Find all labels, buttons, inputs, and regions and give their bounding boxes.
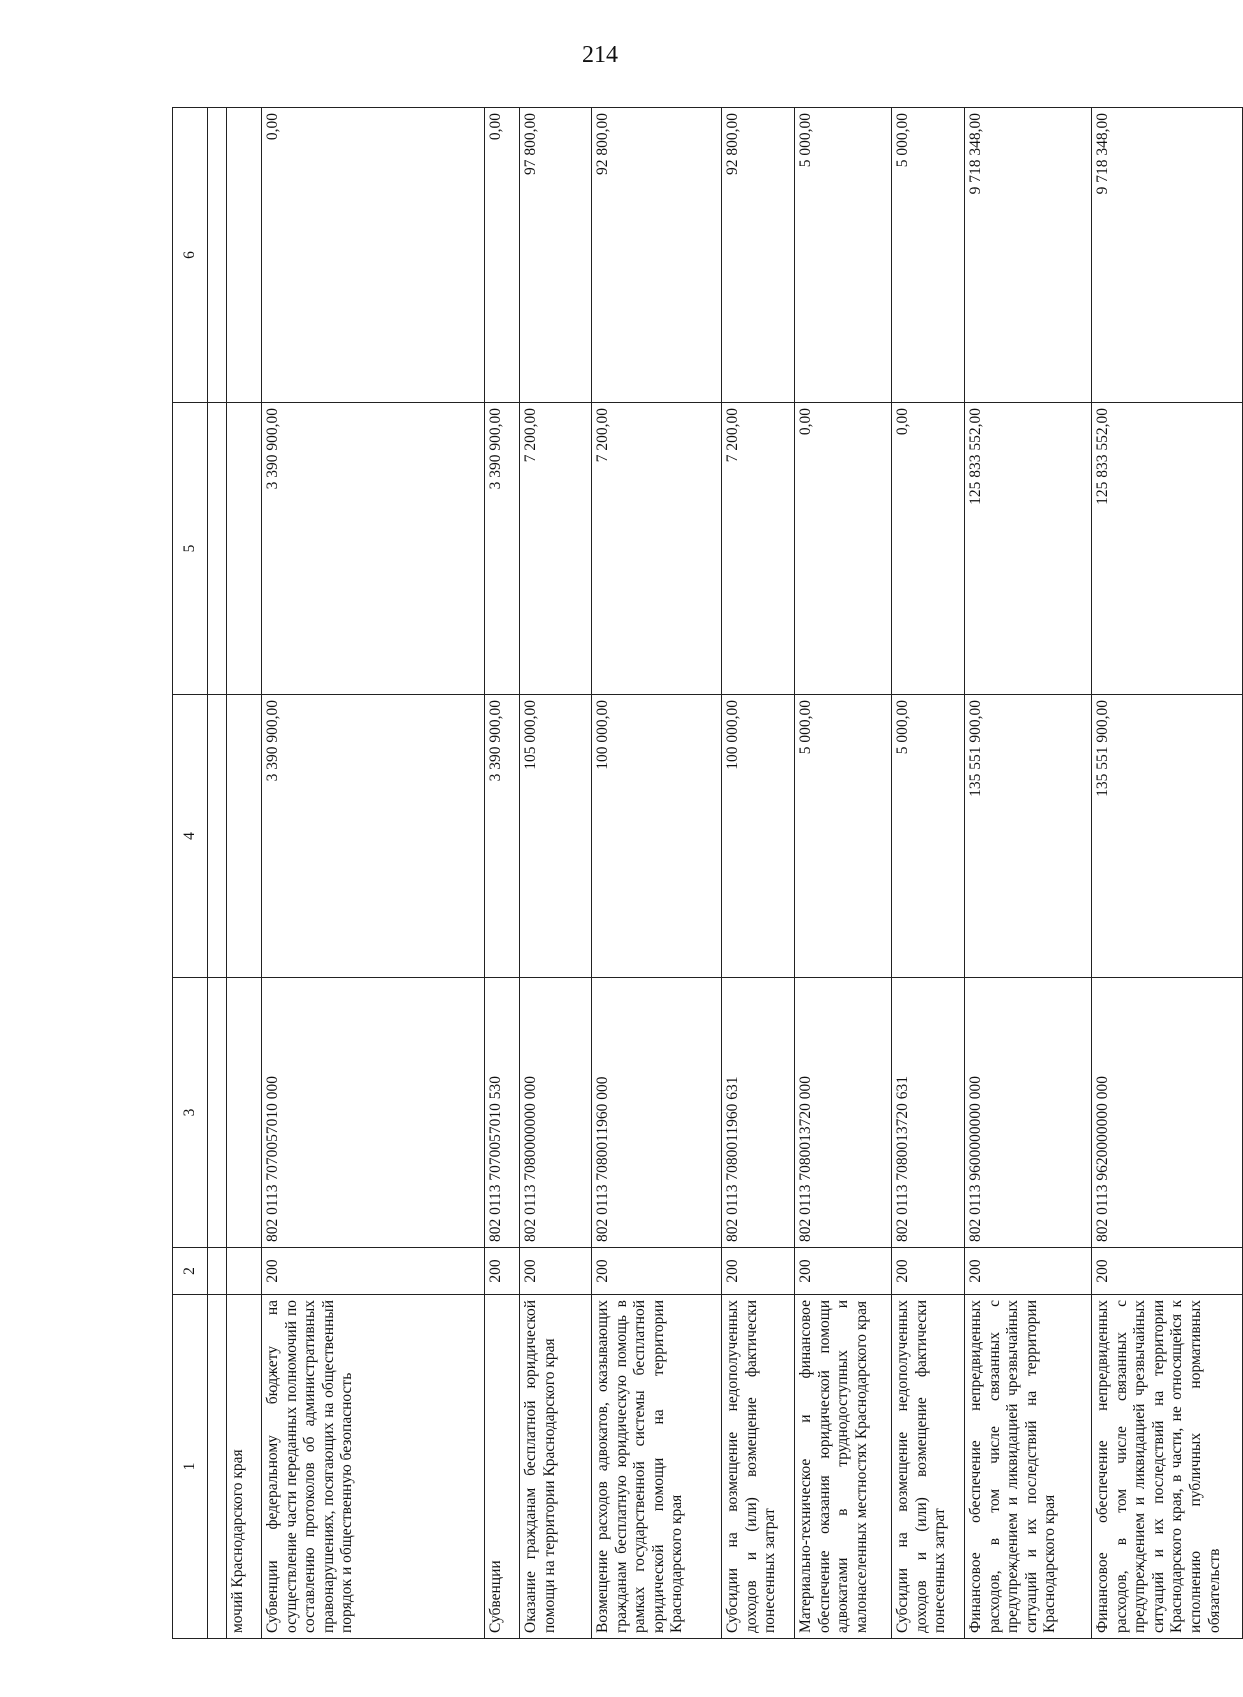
budget-table: [172, 107, 1243, 1639]
row-value-5: 125 833 552,00: [965, 403, 1092, 695]
row-code: 802 0113 9620000000 000: [1092, 978, 1243, 1248]
row-value-6: 92 800,00: [722, 108, 795, 403]
row-value-6: 5 000,00: [892, 108, 965, 403]
table-row: [262, 108, 485, 1639]
row-value-4: 5 000,00: [892, 695, 965, 978]
row-code-2: 200: [965, 1248, 1092, 1295]
table-row: [520, 108, 592, 1639]
row-value-4: 135 551 900,00: [1092, 695, 1243, 978]
row-value-6: 5 000,00: [795, 108, 892, 403]
row-value-5: 7 200,00: [722, 403, 795, 695]
row-code: 802 0113 7070057010 000: [262, 978, 485, 1248]
row-value-6: 0,00: [485, 108, 520, 403]
row-value-5: 0,00: [892, 403, 965, 695]
column-header: 2: [173, 1248, 208, 1295]
row-value-5: 125 833 552,00: [1092, 403, 1243, 695]
row-code-2: 200: [485, 1248, 520, 1295]
row-name: Субсидии на возмещение недополученных доходов и (или) возмещение фактически понесенных затрат: [722, 1295, 795, 1639]
row-code-2: 200: [592, 1248, 722, 1295]
row-value-6: [227, 108, 262, 403]
row-value-4: [227, 695, 262, 978]
row-code: 802 0113 7080011960 000: [592, 978, 722, 1248]
row-code: 802 0113 7080013720 000: [795, 978, 892, 1248]
row-name: мочий Краснодарского края: [227, 1295, 262, 1639]
row-name: Субвенции федеральному бюджету на осуществление части переданных полномочий по составлению протоколов об административных правонарушениях, посягающих на общественный порядок и общественную безопасность: [262, 1295, 485, 1639]
table-spacer-row: [208, 108, 227, 1639]
row-value-4: 3 390 900,00: [485, 695, 520, 978]
row-code-2: 200: [1092, 1248, 1243, 1295]
row-value-6: 92 800,00: [592, 108, 722, 403]
column-header: 4: [173, 695, 208, 978]
table-header-row: [173, 108, 208, 1639]
column-header: 6: [173, 108, 208, 403]
row-code: [227, 978, 262, 1248]
column-header: 5: [173, 403, 208, 695]
row-value-5: 7 200,00: [520, 403, 592, 695]
table-row: [592, 108, 722, 1639]
row-code: 802 0113 7080013720 631: [892, 978, 965, 1248]
table-row: [227, 108, 262, 1639]
row-value-5: 3 390 900,00: [485, 403, 520, 695]
row-code-2: 200: [795, 1248, 892, 1295]
column-header: 1: [173, 1295, 208, 1639]
row-value-6: 0,00: [262, 108, 485, 403]
table-row: [485, 108, 520, 1639]
row-value-4: 105 000,00: [520, 695, 592, 978]
row-value-4: 100 000,00: [592, 695, 722, 978]
row-name: Возмещение расходов адвокатов, оказывающих гражданам бесплатную юридическую помощь в рамках государственной системы бесплатной юридической помощи на территории Краснодарского края: [592, 1295, 722, 1639]
column-header: 3: [173, 978, 208, 1248]
row-value-4: 100 000,00: [722, 695, 795, 978]
row-name: Финансовое обеспечение непредвиденных расходов, в том числе связанных с предупреждением и ликвидацией чрезвычайных ситуаций и их последствий на территории Краснодарского края, в части, не относящейся к исполнению публичных нормативных обязательств: [1092, 1295, 1243, 1639]
row-name: Материально-техническое и финансовое обеспечение оказания юридической помощи адвокатами в труднодоступных и малонаселенных местностях Краснодарского края: [795, 1295, 892, 1639]
table-row: [1092, 108, 1243, 1639]
row-code-2: [227, 1248, 262, 1295]
row-value-4: 5 000,00: [795, 695, 892, 978]
table-row: [965, 108, 1092, 1639]
table-row: [722, 108, 795, 1639]
row-code: 802 0113 7070057010 530: [485, 978, 520, 1248]
row-name: Субсидии на возмещение недополученных доходов и (или) возмещение фактически понесенных затрат: [892, 1295, 965, 1639]
row-value-6: 9 718 348,00: [965, 108, 1092, 403]
row-code-2: 200: [520, 1248, 592, 1295]
row-code: 802 0113 7080011960 631: [722, 978, 795, 1248]
row-code-2: 200: [892, 1248, 965, 1295]
row-value-5: 0,00: [795, 403, 892, 695]
budget-table-rotated: [172, 108, 1223, 1639]
row-code-2: 200: [722, 1248, 795, 1295]
row-value-5: [227, 403, 262, 695]
table-row: [795, 108, 892, 1639]
row-name: Оказание гражданам бесплатной юридической помощи на территории Краснодарского края: [520, 1295, 592, 1639]
row-code: 802 0113 7080000000 000: [520, 978, 592, 1248]
page-number: 214: [582, 42, 618, 68]
row-value-5: 3 390 900,00: [262, 403, 485, 695]
row-value-6: 97 800,00: [520, 108, 592, 403]
row-code: 802 0113 9600000000 000: [965, 978, 1092, 1248]
row-code-2: 200: [262, 1248, 485, 1295]
table-row: [892, 108, 965, 1639]
row-value-4: 3 390 900,00: [262, 695, 485, 978]
row-value-4: 135 551 900,00: [965, 695, 1092, 978]
row-value-5: 7 200,00: [592, 403, 722, 695]
row-name: Субвенции: [485, 1295, 520, 1639]
row-value-6: 9 718 348,00: [1092, 108, 1243, 403]
row-name: Финансовое обеспечение непредвиденных расходов, в том числе связанных с предупреждением и ликвидацией чрезвычайных ситуаций и их последствий на территории Краснодарского края: [965, 1295, 1092, 1639]
